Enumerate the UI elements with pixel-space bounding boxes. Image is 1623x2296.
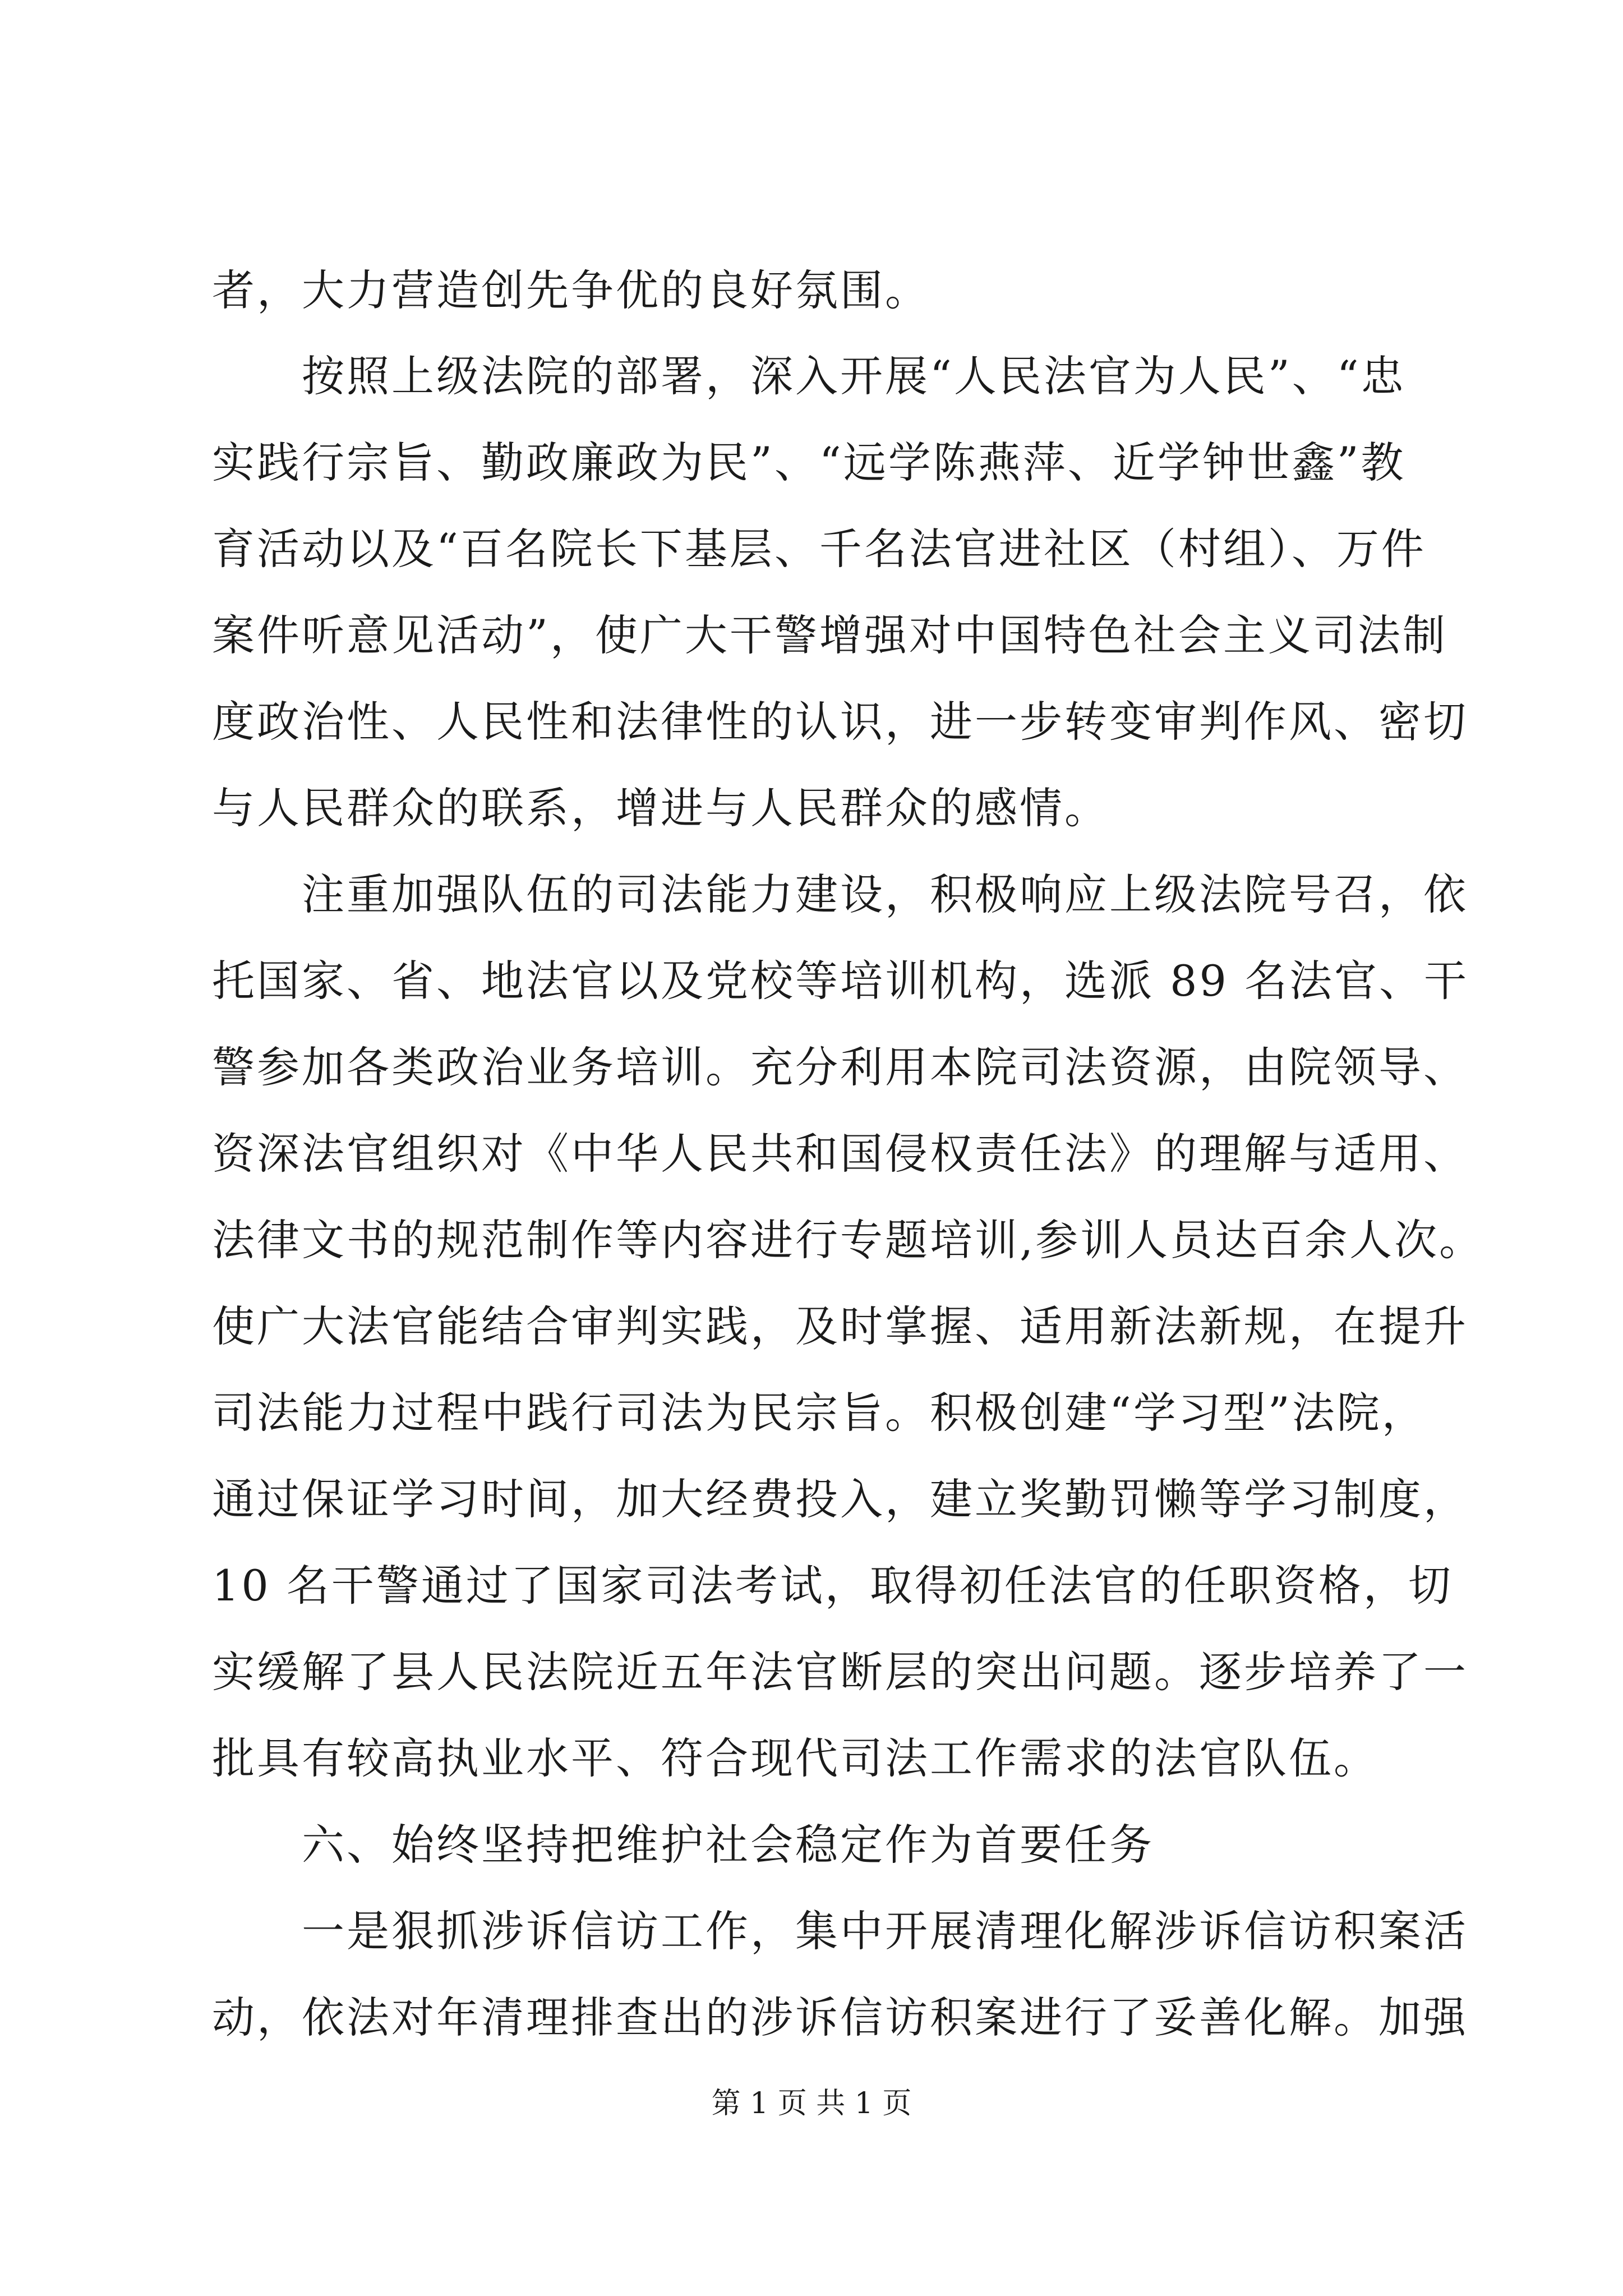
text-line: 动，依法对年清理排查出的涉诉信访积案进行了妥善化解。加强 bbox=[212, 1993, 1468, 2042]
text-line: 案件听意见活动”，使广大干警增强对中国特色社会主义司法制 bbox=[212, 610, 1447, 660]
text-line: 育活动以及“百名院长下基层、千名法官进社区（村组）、万件 bbox=[212, 524, 1426, 574]
section-heading: 六、始终坚持把维护社会稳定作为首要任务 bbox=[212, 1820, 1154, 1870]
page-number-footer: 第 1 页 共 1 页 bbox=[711, 2087, 912, 2120]
text-line: 批具有较高执业水平、符合现代司法工作需求的法官队伍。 bbox=[212, 1733, 1378, 1783]
text-line: 实缓解了县人民法院近五年法官断层的突出问题。逐步培养了一 bbox=[212, 1647, 1468, 1697]
text-line: 者，大力营造创先争优的良好氛围。 bbox=[212, 265, 930, 315]
text-line: 托国家、省、地法官以及党校等培训机构，选派 89 名法官、干 bbox=[212, 956, 1469, 1006]
text-line: 司法能力过程中践行司法为民宗旨。积极创建“学习型”法院， bbox=[212, 1388, 1427, 1438]
text-line: 与人民群众的联系，增进与人民群众的感情。 bbox=[212, 783, 1109, 833]
text-line: 实践行宗旨、勤政廉政为民”、“远学陈燕萍、近学钟世鑫”教 bbox=[212, 438, 1406, 487]
text-line: 法律文书的规范制作等内容进行专题培训,参训人员达百余人次。 bbox=[212, 1215, 1484, 1265]
text-line: 资深法官组织对《中华人民共和国侵权责任法》的理解与适用、 bbox=[212, 1129, 1468, 1179]
text-line: 度政治性、人民性和法律性的认识，进一步转变审判作风、密切 bbox=[212, 697, 1468, 747]
text-line: 注重加强队伍的司法能力建设，积极响应上级法院号召，依 bbox=[212, 869, 1468, 919]
text-line: 使广大法官能结合审判实践，及时掌握、适用新法新规，在提升 bbox=[212, 1301, 1468, 1351]
text-line: 10 名干警通过了国家司法考试，取得初任法官的任职资格，切 bbox=[212, 1561, 1453, 1611]
text-line: 警参加各类政治业务培训。充分利用本院司法资源，由院领导、 bbox=[212, 1042, 1468, 1092]
text-line: 通过保证学习时间，加大经费投入，建立奖勤罚懒等学习制度， bbox=[212, 1474, 1468, 1524]
text-line: 一是狠抓涉诉信访工作，集中开展清理化解涉诉信访积案活 bbox=[212, 1906, 1468, 1956]
text-line: 按照上级法院的部署，深入开展“人民法官为人民”、“忠 bbox=[212, 351, 1406, 401]
